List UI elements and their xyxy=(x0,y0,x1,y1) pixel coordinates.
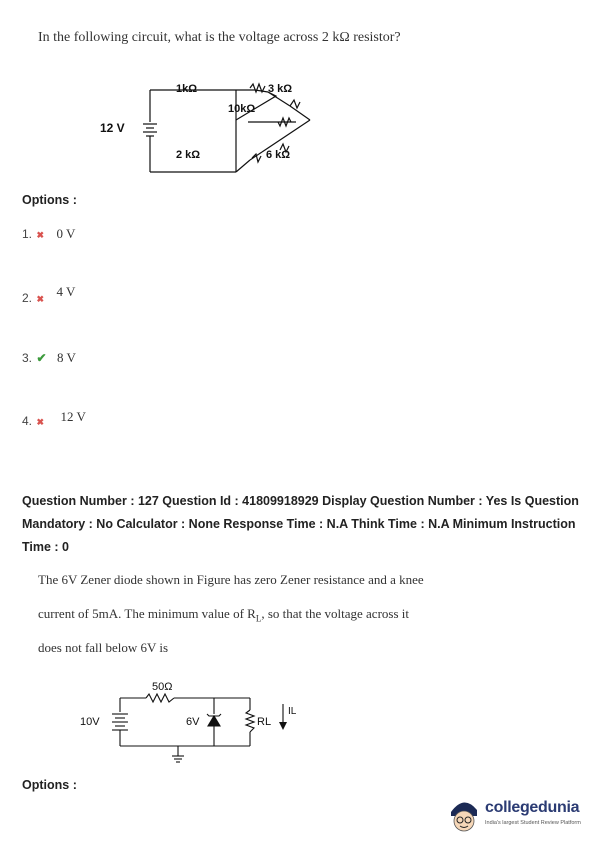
option-2[interactable] xyxy=(22,284,76,307)
source-10v-label: 10V xyxy=(80,716,100,728)
options-heading: Options : xyxy=(22,193,77,207)
question-1-text: In the following circuit, what is the voltage across 2 kΩ resistor? xyxy=(38,30,401,45)
option-1[interactable] xyxy=(22,225,75,243)
question-meta xyxy=(22,490,582,559)
logo-wordmark: collegedunia xyxy=(485,799,580,816)
load-rl-label: RL xyxy=(257,716,272,728)
circuit-diagram-1 xyxy=(90,80,330,180)
option-4[interactable] xyxy=(22,409,86,430)
resistor-3k-label: 3 kΩ xyxy=(268,83,293,95)
source-12v-label: 12 V xyxy=(100,121,125,135)
resistor-1k-label: 1kΩ xyxy=(176,83,198,95)
meta-line-3: Time : 0 xyxy=(22,540,70,554)
resistor-50-label: 50Ω xyxy=(152,681,173,693)
current-il-label: IL xyxy=(288,706,297,717)
option-text: 12 V xyxy=(60,409,86,424)
zener-6v-label: 6V xyxy=(186,716,200,728)
cross-icon: ✖ xyxy=(36,230,45,240)
option-text: 0 V xyxy=(56,226,76,241)
options-heading-2: Options : xyxy=(22,778,77,792)
resistor-6k-label: 6 kΩ xyxy=(266,149,291,161)
circuit-diagram-2 xyxy=(78,674,308,764)
collegedunia-logo xyxy=(447,796,593,838)
option-number: 4. xyxy=(22,414,33,428)
option-3[interactable] xyxy=(22,349,76,367)
option-number: 3. xyxy=(22,351,33,365)
cross-icon: ✖ xyxy=(36,294,45,304)
cross-icon: ✖ xyxy=(36,417,45,427)
logo-tagline: India's largest Student Review Platform xyxy=(485,820,581,826)
question-2-line-2: current of 5mA. The minimum value of $R_L$, so that the voltage across it xyxy=(38,606,409,624)
option-text: 4 V xyxy=(56,284,76,299)
mascot-icon xyxy=(447,796,481,834)
option-text: 8 V xyxy=(56,350,76,365)
check-icon: ✔ xyxy=(36,351,47,365)
question-2-line-3: does not fall below 6V is xyxy=(38,640,169,655)
resistor-2k-label: 2 kΩ xyxy=(176,149,201,161)
option-number: 2. xyxy=(22,291,33,305)
question-2-line-1: The 6V Zener diode shown in Figure has zero Zener resistance and a knee xyxy=(38,572,424,587)
resistor-10k-label: 10kΩ xyxy=(228,103,256,115)
meta-line-2: Mandatory : No Calculator : None Response Time : N.A Think Time : N.A Minimum Instruction xyxy=(22,517,576,531)
meta-line-1: Question Number : 127 Question Id : 41809918929 Display Question Number : Yes Is Question xyxy=(22,494,579,508)
option-number: 1. xyxy=(22,227,33,241)
